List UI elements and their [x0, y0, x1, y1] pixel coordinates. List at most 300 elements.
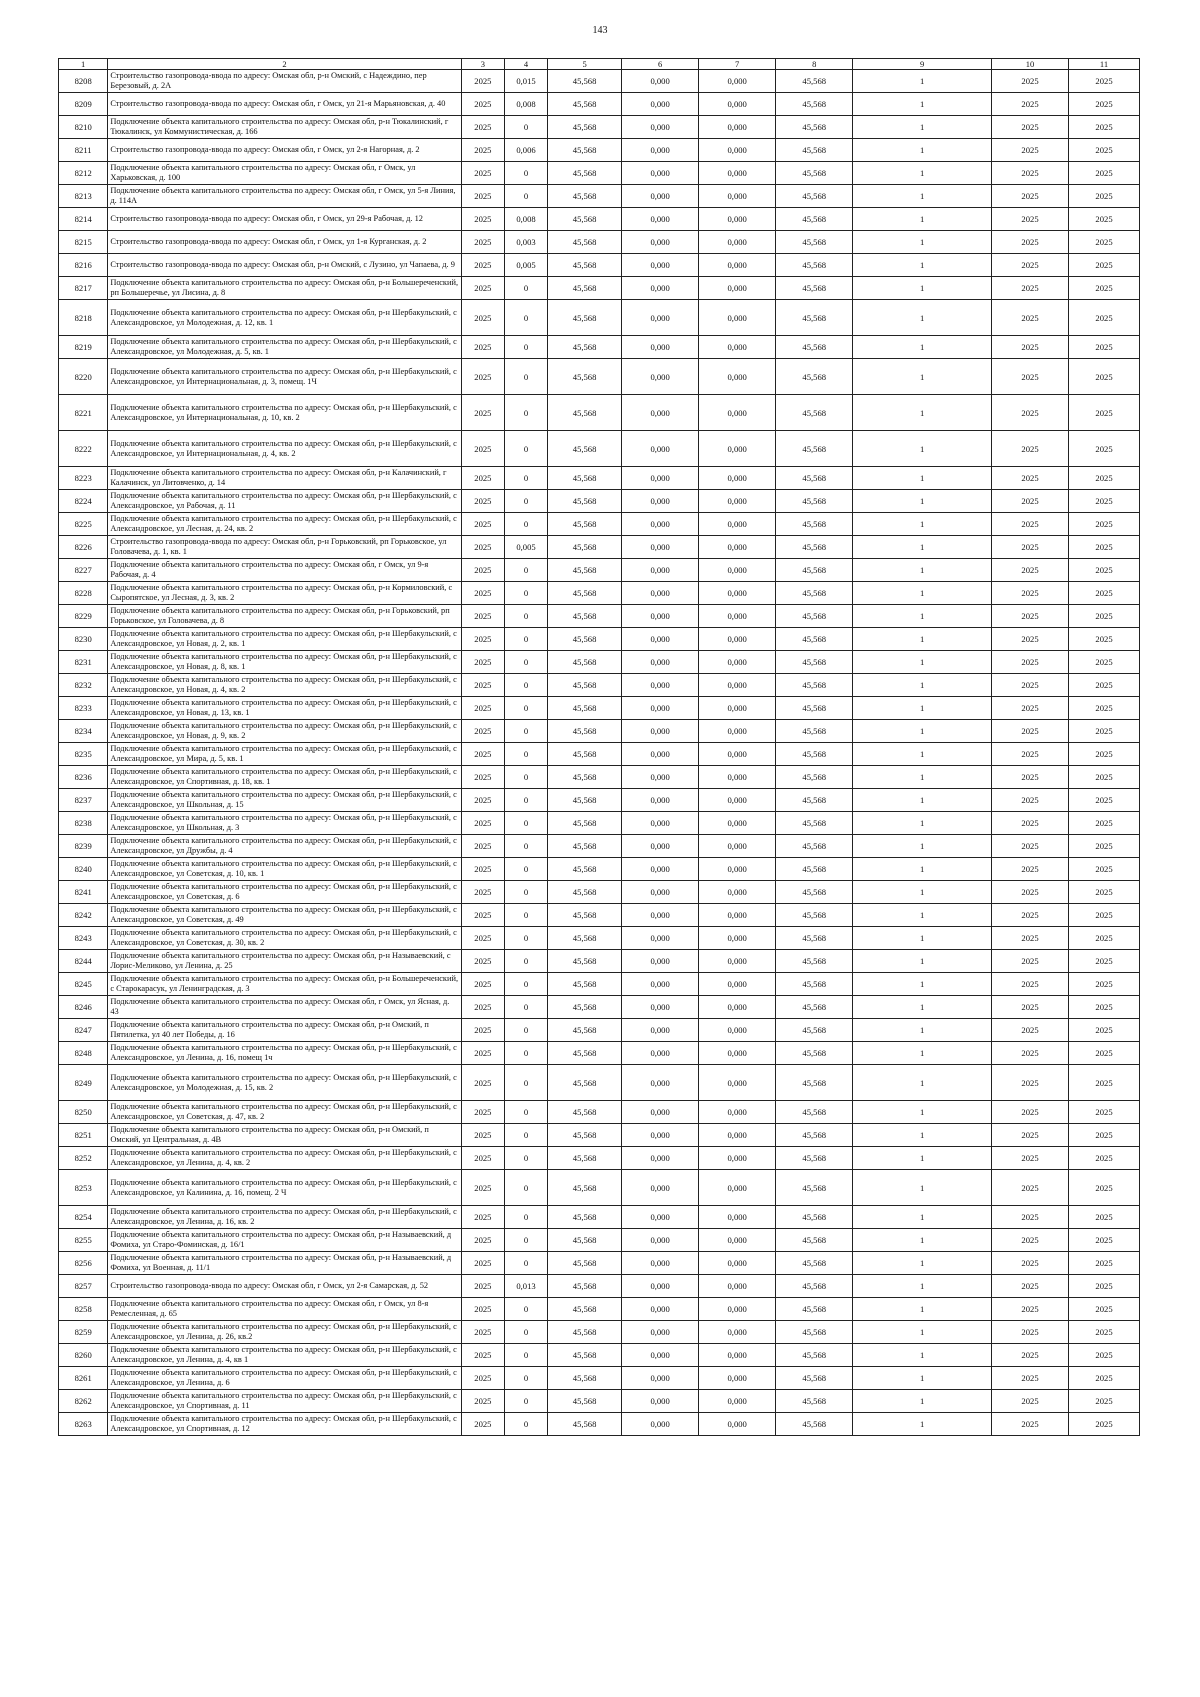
cell-col6: 0,000 [622, 1065, 699, 1101]
cell-col11: 2025 [1069, 70, 1140, 93]
cell-col5: 45,568 [548, 904, 622, 927]
cell-col6: 0,000 [622, 162, 699, 185]
cell-col5: 45,568 [548, 208, 622, 231]
object-description: Подключение объекта капитального строительства по адресу: Омская обл, р-н Шербакульский, с Александровское, ул Молодежная, д. 5, кв. 1 [108, 336, 461, 359]
cell-col10: 2025 [991, 1275, 1068, 1298]
object-description: Подключение объекта капитального строительства по адресу: Омская обл, р-н Шербакульский, с Александровское, ул Ленина, д. 16, помещ 1ч [108, 1042, 461, 1065]
table-row [59, 208, 1140, 231]
cell-col4: 0 [504, 1019, 547, 1042]
column-number: 11 [1069, 59, 1140, 70]
cell-col9: 1 [853, 582, 992, 605]
cell-col10: 2025 [991, 1321, 1068, 1344]
cell-col11: 2025 [1069, 651, 1140, 674]
cell-col10: 2025 [991, 70, 1068, 93]
table-body [59, 59, 1140, 1436]
cell-col11: 2025 [1069, 881, 1140, 904]
row-number: 8233 [59, 697, 108, 720]
cell-col7: 0,000 [699, 93, 776, 116]
table-row [59, 513, 1140, 536]
cell-col5: 45,568 [548, 70, 622, 93]
cell-col9: 1 [853, 812, 992, 835]
object-description: Подключение объекта капитального строительства по адресу: Омская обл, р-н Шербакульский, с Александровское, ул Лесная, д. 24, кв. 2 [108, 513, 461, 536]
cell-col8: 45,568 [776, 950, 853, 973]
cell-col4: 0 [504, 1344, 547, 1367]
cell-col7: 0,000 [699, 431, 776, 467]
cell-col8: 45,568 [776, 93, 853, 116]
table-row [59, 651, 1140, 674]
cell-col9: 1 [853, 70, 992, 93]
column-number-row [59, 59, 1140, 70]
table-row [59, 996, 1140, 1019]
cell-col8: 45,568 [776, 254, 853, 277]
cell-col4: 0,006 [504, 139, 547, 162]
object-description: Подключение объекта капитального строительства по адресу: Омская обл, р-н Шербакульский, с Александровское, ул Калинина, д. 16, помещ. 2 Ч [108, 1170, 461, 1206]
object-description: Подключение объекта капитального строительства по адресу: Омская обл, г Омск, ул Ясная, д. 43 [108, 996, 461, 1019]
cell-col10: 2025 [991, 1019, 1068, 1042]
cell-col3: 2025 [461, 1367, 504, 1390]
cell-col10: 2025 [991, 1367, 1068, 1390]
cell-col10: 2025 [991, 743, 1068, 766]
table-row [59, 766, 1140, 789]
cell-col3: 2025 [461, 336, 504, 359]
cell-col9: 1 [853, 1206, 992, 1229]
table-row [59, 1275, 1140, 1298]
cell-col4: 0 [504, 513, 547, 536]
row-number: 8254 [59, 1206, 108, 1229]
cell-col7: 0,000 [699, 1206, 776, 1229]
row-number: 8226 [59, 536, 108, 559]
cell-col8: 45,568 [776, 185, 853, 208]
cell-col5: 45,568 [548, 359, 622, 395]
cell-col4: 0 [504, 1206, 547, 1229]
column-number: 1 [59, 59, 108, 70]
cell-col8: 45,568 [776, 162, 853, 185]
row-number: 8232 [59, 674, 108, 697]
object-description: Строительство газопровода-ввода по адресу: Омская обл, г Омск, ул 29-я Рабочая, д. 12 [108, 208, 461, 231]
cell-col8: 45,568 [776, 139, 853, 162]
object-description: Строительство газопровода-ввода по адресу: Омская обл, г Омск, ул 1-я Курганская, д. 2 [108, 231, 461, 254]
object-description: Подключение объекта капитального строительства по адресу: Омская обл, р-н Называевский, д Фомиха, ул Военная, д. 11/1 [108, 1252, 461, 1275]
row-number: 8236 [59, 766, 108, 789]
cell-col6: 0,000 [622, 1206, 699, 1229]
row-number: 8214 [59, 208, 108, 231]
cell-col7: 0,000 [699, 628, 776, 651]
cell-col8: 45,568 [776, 904, 853, 927]
cell-col6: 0,000 [622, 1019, 699, 1042]
cell-col10: 2025 [991, 1042, 1068, 1065]
cell-col10: 2025 [991, 605, 1068, 628]
cell-col3: 2025 [461, 93, 504, 116]
row-number: 8228 [59, 582, 108, 605]
table-row [59, 881, 1140, 904]
cell-col11: 2025 [1069, 1170, 1140, 1206]
cell-col11: 2025 [1069, 208, 1140, 231]
cell-col5: 45,568 [548, 1065, 622, 1101]
cell-col9: 1 [853, 185, 992, 208]
row-number: 8256 [59, 1252, 108, 1275]
cell-col3: 2025 [461, 1019, 504, 1042]
row-number: 8244 [59, 950, 108, 973]
cell-col6: 0,000 [622, 231, 699, 254]
row-number: 8222 [59, 431, 108, 467]
cell-col9: 1 [853, 336, 992, 359]
cell-col4: 0,008 [504, 208, 547, 231]
cell-col11: 2025 [1069, 950, 1140, 973]
cell-col7: 0,000 [699, 559, 776, 582]
cell-col3: 2025 [461, 139, 504, 162]
cell-col7: 0,000 [699, 208, 776, 231]
cell-col11: 2025 [1069, 766, 1140, 789]
table-row [59, 789, 1140, 812]
object-description: Подключение объекта капитального строительства по адресу: Омская обл, р-н Шербакульский, с Александровское, ул Ленина, д. 16, кв. 2 [108, 1206, 461, 1229]
cell-col8: 45,568 [776, 1275, 853, 1298]
row-number: 8237 [59, 789, 108, 812]
cell-col8: 45,568 [776, 359, 853, 395]
cell-col10: 2025 [991, 881, 1068, 904]
cell-col9: 1 [853, 835, 992, 858]
cell-col10: 2025 [991, 1170, 1068, 1206]
table-row [59, 116, 1140, 139]
cell-col3: 2025 [461, 1275, 504, 1298]
row-number: 8209 [59, 93, 108, 116]
cell-col4: 0 [504, 431, 547, 467]
cell-col9: 1 [853, 1019, 992, 1042]
cell-col9: 1 [853, 431, 992, 467]
row-number: 8227 [59, 559, 108, 582]
cell-col3: 2025 [461, 743, 504, 766]
cell-col11: 2025 [1069, 490, 1140, 513]
cell-col4: 0 [504, 1101, 547, 1124]
cell-col10: 2025 [991, 490, 1068, 513]
row-number: 8219 [59, 336, 108, 359]
cell-col7: 0,000 [699, 536, 776, 559]
cell-col8: 45,568 [776, 277, 853, 300]
table-row [59, 431, 1140, 467]
cell-col5: 45,568 [548, 1229, 622, 1252]
cell-col4: 0 [504, 1170, 547, 1206]
cell-col4: 0 [504, 628, 547, 651]
cell-col3: 2025 [461, 431, 504, 467]
cell-col8: 45,568 [776, 1101, 853, 1124]
cell-col4: 0 [504, 277, 547, 300]
cell-col6: 0,000 [622, 254, 699, 277]
cell-col5: 45,568 [548, 812, 622, 835]
cell-col3: 2025 [461, 582, 504, 605]
row-number: 8224 [59, 490, 108, 513]
cell-col5: 45,568 [548, 766, 622, 789]
row-number: 8242 [59, 904, 108, 927]
cell-col9: 1 [853, 513, 992, 536]
cell-col9: 1 [853, 904, 992, 927]
cell-col7: 0,000 [699, 766, 776, 789]
cell-col11: 2025 [1069, 674, 1140, 697]
cell-col3: 2025 [461, 1101, 504, 1124]
cell-col7: 0,000 [699, 789, 776, 812]
cell-col4: 0,005 [504, 536, 547, 559]
cell-col7: 0,000 [699, 1065, 776, 1101]
cell-col9: 1 [853, 766, 992, 789]
cell-col10: 2025 [991, 139, 1068, 162]
cell-col8: 45,568 [776, 231, 853, 254]
cell-col8: 45,568 [776, 559, 853, 582]
object-description: Подключение объекта капитального строительства по адресу: Омская обл, р-н Шербакульский, с Александровское, ул Школьная, д. 3 [108, 812, 461, 835]
cell-col7: 0,000 [699, 116, 776, 139]
cell-col4: 0 [504, 720, 547, 743]
cell-col6: 0,000 [622, 766, 699, 789]
table-row [59, 1367, 1140, 1390]
object-description: Подключение объекта капитального строительства по адресу: Омская обл, р-н Шербакульский, с Александровское, ул Новая, д. 2, кв. 1 [108, 628, 461, 651]
object-description: Подключение объекта капитального строительства по адресу: Омская обл, р-н Шербакульский, с Александровское, ул Рабочая, д. 11 [108, 490, 461, 513]
cell-col3: 2025 [461, 1390, 504, 1413]
row-number: 8248 [59, 1042, 108, 1065]
cell-col3: 2025 [461, 674, 504, 697]
cell-col5: 45,568 [548, 1275, 622, 1298]
cell-col3: 2025 [461, 697, 504, 720]
cell-col6: 0,000 [622, 536, 699, 559]
cell-col11: 2025 [1069, 254, 1140, 277]
cell-col3: 2025 [461, 1042, 504, 1065]
cell-col5: 45,568 [548, 162, 622, 185]
row-number: 8211 [59, 139, 108, 162]
cell-col5: 45,568 [548, 1321, 622, 1344]
table-row [59, 277, 1140, 300]
table-row [59, 1298, 1140, 1321]
cell-col5: 45,568 [548, 950, 622, 973]
cell-col10: 2025 [991, 973, 1068, 996]
cell-col4: 0 [504, 789, 547, 812]
cell-col6: 0,000 [622, 628, 699, 651]
cell-col5: 45,568 [548, 490, 622, 513]
table-row [59, 904, 1140, 927]
cell-col6: 0,000 [622, 812, 699, 835]
cell-col9: 1 [853, 1147, 992, 1170]
cell-col4: 0 [504, 1298, 547, 1321]
row-number: 8208 [59, 70, 108, 93]
cell-col10: 2025 [991, 766, 1068, 789]
cell-col9: 1 [853, 359, 992, 395]
row-number: 8253 [59, 1170, 108, 1206]
cell-col9: 1 [853, 743, 992, 766]
cell-col9: 1 [853, 1367, 992, 1390]
cell-col9: 1 [853, 559, 992, 582]
table-row [59, 1170, 1140, 1206]
cell-col10: 2025 [991, 674, 1068, 697]
cell-col6: 0,000 [622, 1170, 699, 1206]
cell-col7: 0,000 [699, 1042, 776, 1065]
cell-col4: 0 [504, 1124, 547, 1147]
row-number: 8241 [59, 881, 108, 904]
cell-col10: 2025 [991, 336, 1068, 359]
cell-col8: 45,568 [776, 789, 853, 812]
row-number: 8263 [59, 1413, 108, 1436]
cell-col11: 2025 [1069, 858, 1140, 881]
cell-col7: 0,000 [699, 720, 776, 743]
table-row [59, 950, 1140, 973]
cell-col8: 45,568 [776, 536, 853, 559]
cell-col9: 1 [853, 697, 992, 720]
cell-col3: 2025 [461, 277, 504, 300]
cell-col9: 1 [853, 1229, 992, 1252]
cell-col8: 45,568 [776, 1298, 853, 1321]
cell-col3: 2025 [461, 1206, 504, 1229]
cell-col10: 2025 [991, 1413, 1068, 1436]
cell-col4: 0 [504, 1390, 547, 1413]
object-description: Подключение объекта капитального строительства по адресу: Омская обл, р-н Шербакульский, с Александровское, ул Советская, д. 49 [108, 904, 461, 927]
cell-col5: 45,568 [548, 300, 622, 336]
cell-col5: 45,568 [548, 628, 622, 651]
object-description: Подключение объекта капитального строительства по адресу: Омская обл, р-н Шербакульский, с Александровское, ул Ленина, д. 4, кв. 2 [108, 1147, 461, 1170]
cell-col4: 0 [504, 1321, 547, 1344]
cell-col3: 2025 [461, 513, 504, 536]
cell-col3: 2025 [461, 766, 504, 789]
cell-col11: 2025 [1069, 1298, 1140, 1321]
cell-col8: 45,568 [776, 513, 853, 536]
cell-col6: 0,000 [622, 1252, 699, 1275]
cell-col5: 45,568 [548, 1147, 622, 1170]
cell-col5: 45,568 [548, 1206, 622, 1229]
cell-col10: 2025 [991, 395, 1068, 431]
cell-col7: 0,000 [699, 490, 776, 513]
row-number: 8217 [59, 277, 108, 300]
page-number: 143 [592, 25, 608, 36]
object-description: Подключение объекта капитального строительства по адресу: Омская обл, р-н Шербакульский, с Александровское, ул Спортивная, д. 12 [108, 1413, 461, 1436]
row-number: 8216 [59, 254, 108, 277]
table-row [59, 1065, 1140, 1101]
row-number: 8259 [59, 1321, 108, 1344]
cell-col11: 2025 [1069, 359, 1140, 395]
cell-col5: 45,568 [548, 674, 622, 697]
cell-col9: 1 [853, 1252, 992, 1275]
cell-col3: 2025 [461, 1344, 504, 1367]
cell-col8: 45,568 [776, 697, 853, 720]
cell-col6: 0,000 [622, 1101, 699, 1124]
object-description: Подключение объекта капитального строительства по адресу: Омская обл, р-н Шербакульский, с Александровское, ул Мира, д. 5, кв. 1 [108, 743, 461, 766]
cell-col5: 45,568 [548, 1390, 622, 1413]
cell-col3: 2025 [461, 1298, 504, 1321]
cell-col11: 2025 [1069, 605, 1140, 628]
column-number: 9 [853, 59, 992, 70]
cell-col4: 0 [504, 881, 547, 904]
cell-col7: 0,000 [699, 1252, 776, 1275]
cell-col6: 0,000 [622, 300, 699, 336]
cell-col4: 0 [504, 1065, 547, 1101]
object-description: Подключение объекта капитального строительства по адресу: Омская обл, р-н Шербакульский, с Александровское, ул Интернациональная, д. 10, кв. 2 [108, 395, 461, 431]
cell-col11: 2025 [1069, 1390, 1140, 1413]
cell-col5: 45,568 [548, 1170, 622, 1206]
cell-col4: 0 [504, 1042, 547, 1065]
cell-col5: 45,568 [548, 395, 622, 431]
row-number: 8252 [59, 1147, 108, 1170]
cell-col6: 0,000 [622, 1042, 699, 1065]
cell-col11: 2025 [1069, 973, 1140, 996]
object-description: Подключение объекта капитального строительства по адресу: Омская обл, р-н Горьковский, рп Горьковское, ул Головачева, д. 8 [108, 605, 461, 628]
cell-col10: 2025 [991, 812, 1068, 835]
cell-col11: 2025 [1069, 697, 1140, 720]
cell-col10: 2025 [991, 858, 1068, 881]
table-row [59, 1344, 1140, 1367]
cell-col3: 2025 [461, 116, 504, 139]
cell-col4: 0 [504, 1367, 547, 1390]
table-row [59, 743, 1140, 766]
cell-col7: 0,000 [699, 336, 776, 359]
object-description: Подключение объекта капитального строительства по адресу: Омская обл, р-н Шербакульский, с Александровское, ул Интернациональная, д. 4, кв. 2 [108, 431, 461, 467]
table-row [59, 536, 1140, 559]
cell-col11: 2025 [1069, 720, 1140, 743]
cell-col4: 0 [504, 812, 547, 835]
cell-col10: 2025 [991, 277, 1068, 300]
cell-col5: 45,568 [548, 835, 622, 858]
object-description: Подключение объекта капитального строительства по адресу: Омская обл, р-н Шербакульский, с Александровское, ул Советская, д. 10, кв. 1 [108, 858, 461, 881]
cell-col7: 0,000 [699, 858, 776, 881]
table-row [59, 1124, 1140, 1147]
cell-col7: 0,000 [699, 300, 776, 336]
object-description: Подключение объекта капитального строительства по адресу: Омская обл, р-н Шербакульский, с Александровское, ул Новая, д. 9, кв. 2 [108, 720, 461, 743]
cell-col6: 0,000 [622, 651, 699, 674]
table-row [59, 1321, 1140, 1344]
cell-col8: 45,568 [776, 858, 853, 881]
cell-col7: 0,000 [699, 185, 776, 208]
cell-col7: 0,000 [699, 1275, 776, 1298]
cell-col7: 0,000 [699, 812, 776, 835]
table-row [59, 674, 1140, 697]
object-description: Подключение объекта капитального строительства по адресу: Омская обл, р-н Шербакульский, с Александровское, ул Советская, д. 30, кв. 2 [108, 927, 461, 950]
cell-col7: 0,000 [699, 1344, 776, 1367]
row-number: 8255 [59, 1229, 108, 1252]
cell-col7: 0,000 [699, 1298, 776, 1321]
cell-col3: 2025 [461, 904, 504, 927]
cell-col11: 2025 [1069, 431, 1140, 467]
cell-col3: 2025 [461, 70, 504, 93]
cell-col6: 0,000 [622, 605, 699, 628]
cell-col8: 45,568 [776, 996, 853, 1019]
cell-col8: 45,568 [776, 1344, 853, 1367]
cell-col8: 45,568 [776, 1321, 853, 1344]
row-number: 8245 [59, 973, 108, 996]
cell-col4: 0 [504, 950, 547, 973]
cell-col5: 45,568 [548, 789, 622, 812]
cell-col7: 0,000 [699, 950, 776, 973]
cell-col9: 1 [853, 973, 992, 996]
cell-col4: 0 [504, 582, 547, 605]
cell-col8: 45,568 [776, 743, 853, 766]
cell-col11: 2025 [1069, 996, 1140, 1019]
data-table [58, 58, 1140, 1436]
cell-col4: 0 [504, 766, 547, 789]
cell-col9: 1 [853, 674, 992, 697]
object-description: Подключение объекта капитального строительства по адресу: Омская обл, р-н Шербакульский, с Александровское, ул Новая, д. 8, кв. 1 [108, 651, 461, 674]
object-description: Подключение объекта капитального строительства по адресу: Омская обл, р-н Омский, п Омский, ул Центральная, д. 4В [108, 1124, 461, 1147]
object-description: Подключение объекта капитального строительства по адресу: Омская обл, г Омск, ул 8-я Ремесленная, д. 65 [108, 1298, 461, 1321]
cell-col6: 0,000 [622, 835, 699, 858]
cell-col10: 2025 [991, 1344, 1068, 1367]
cell-col8: 45,568 [776, 208, 853, 231]
cell-col9: 1 [853, 467, 992, 490]
table-row [59, 162, 1140, 185]
object-description: Подключение объекта капитального строительства по адресу: Омская обл, р-н Тюкалинский, г Тюкалинск, ул Коммунистическая, д. 166 [108, 116, 461, 139]
cell-col3: 2025 [461, 1147, 504, 1170]
cell-col11: 2025 [1069, 1252, 1140, 1275]
cell-col11: 2025 [1069, 139, 1140, 162]
cell-col7: 0,000 [699, 881, 776, 904]
cell-col4: 0,003 [504, 231, 547, 254]
cell-col11: 2025 [1069, 300, 1140, 336]
cell-col6: 0,000 [622, 1298, 699, 1321]
object-description: Строительство газопровода-ввода по адресу: Омская обл, р-н Омский, с Лузино, ул Чапаева, д. 9 [108, 254, 461, 277]
cell-col10: 2025 [991, 185, 1068, 208]
cell-col5: 45,568 [548, 536, 622, 559]
cell-col11: 2025 [1069, 1101, 1140, 1124]
cell-col5: 45,568 [548, 231, 622, 254]
